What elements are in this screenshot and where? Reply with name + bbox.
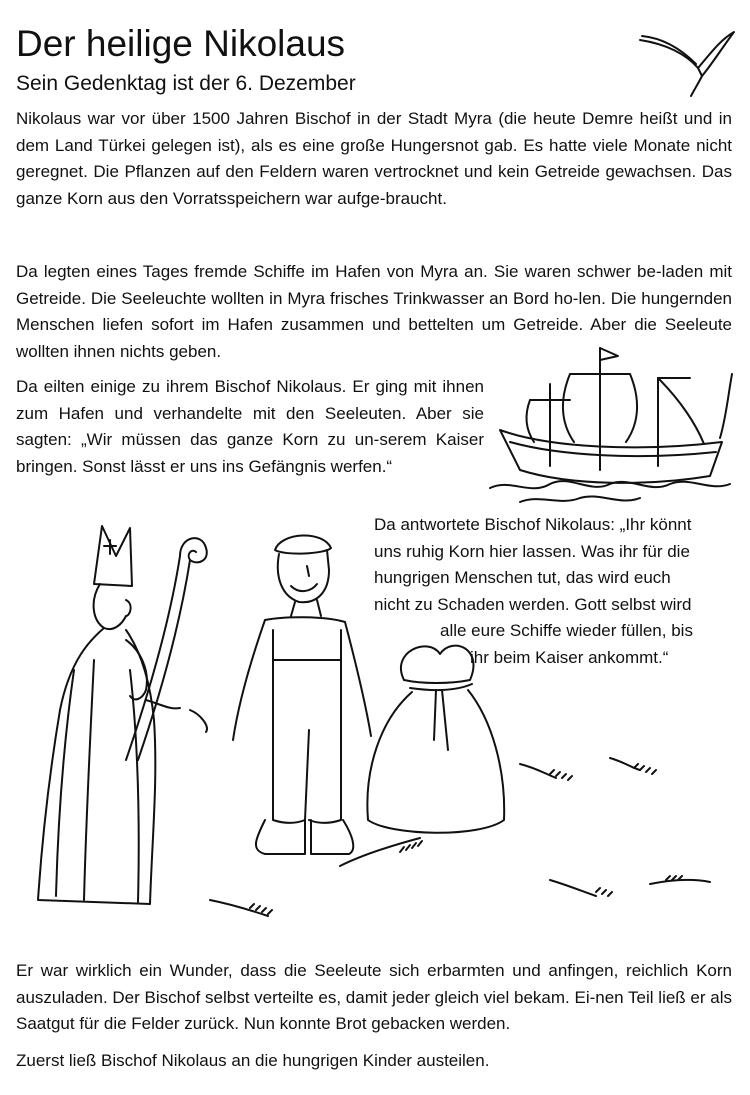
page-title: Der heilige Nikolaus bbox=[16, 23, 346, 64]
paragraph-children: Zuerst ließ Bischof Nikolaus an die hungrigen Kinder austeilen. bbox=[16, 1051, 490, 1070]
paragraph-miracle: Er war wirklich ein Wunder, dass die Seeleute sich erbarmten und anfingen, reichlich Korn auszuladen. Der Bischof selbst verteilte es, damit jeder gleich viel bekam. Ei-nen Teil ließ er als Saatgut für die Felder zurück. Nun konnte Brot gebacken werden. bbox=[16, 961, 732, 1033]
answer-line: nicht zu Schaden werden. Gott selbst wird bbox=[374, 594, 692, 614]
answer-line: uns ruhig Korn hier lassen. Was ihr für die bbox=[374, 541, 690, 561]
ship-drawing bbox=[490, 338, 740, 508]
answer-line: hungrigen Menschen tut, das wird euch bbox=[374, 568, 671, 587]
paragraph-famine: Nikolaus war vor über 1500 Jahren Bischof in der Stadt Myra (die heute Demre heißt und in dem Land Türkei gelegen ist), als es eine große Hungersnot gab. Es hatte viele Monate nicht geregnet. Die Pflanzen auf den Feldern waren vertrocknet und kein Getreide gewachsen. Das ganze Korn aus den Vorratsspeichern war aufge-braucht. bbox=[16, 109, 732, 208]
answer-line: Da antwortete Bischof Nikolaus: „Ihr könnt bbox=[374, 515, 692, 534]
answer-line: alle eure Schiffe wieder füllen, bis bbox=[440, 621, 693, 640]
answer-line: ihr beim Kaiser ankommt.“ bbox=[470, 647, 669, 667]
bishop-drawing bbox=[30, 520, 220, 920]
paragraph-bishop-negotiates: Da eilten einige zu ihrem Bischof Nikolaus. Er ging mit ihnen zum Hafen und verhandelte mit den Seeleuten. Aber sie sagten: „Wir müssen das ganze Korn zu un-serem Kaiser bringen. Sonst lässt er uns ins Gefängnis werfen.“ bbox=[16, 377, 484, 476]
bird-drawing bbox=[636, 28, 736, 98]
paragraph-ships: Da legten eines Tages fremde Schiffe im Hafen von Myra an. Sie waren schwer be-laden mit Getreide. Die Seeleuchte wollten in Myra frisches Trinkwasser an Bord ho-len. Die hungernden Menschen liefen sofort im Hafen zusammen und bettelten um Getreide. Aber die Seeleute wollten ihnen nichts geben. bbox=[16, 262, 732, 361]
wheat-ears-drawing bbox=[200, 740, 720, 940]
page-subtitle: Sein Gedenktag ist der 6. Dezember bbox=[16, 72, 356, 95]
